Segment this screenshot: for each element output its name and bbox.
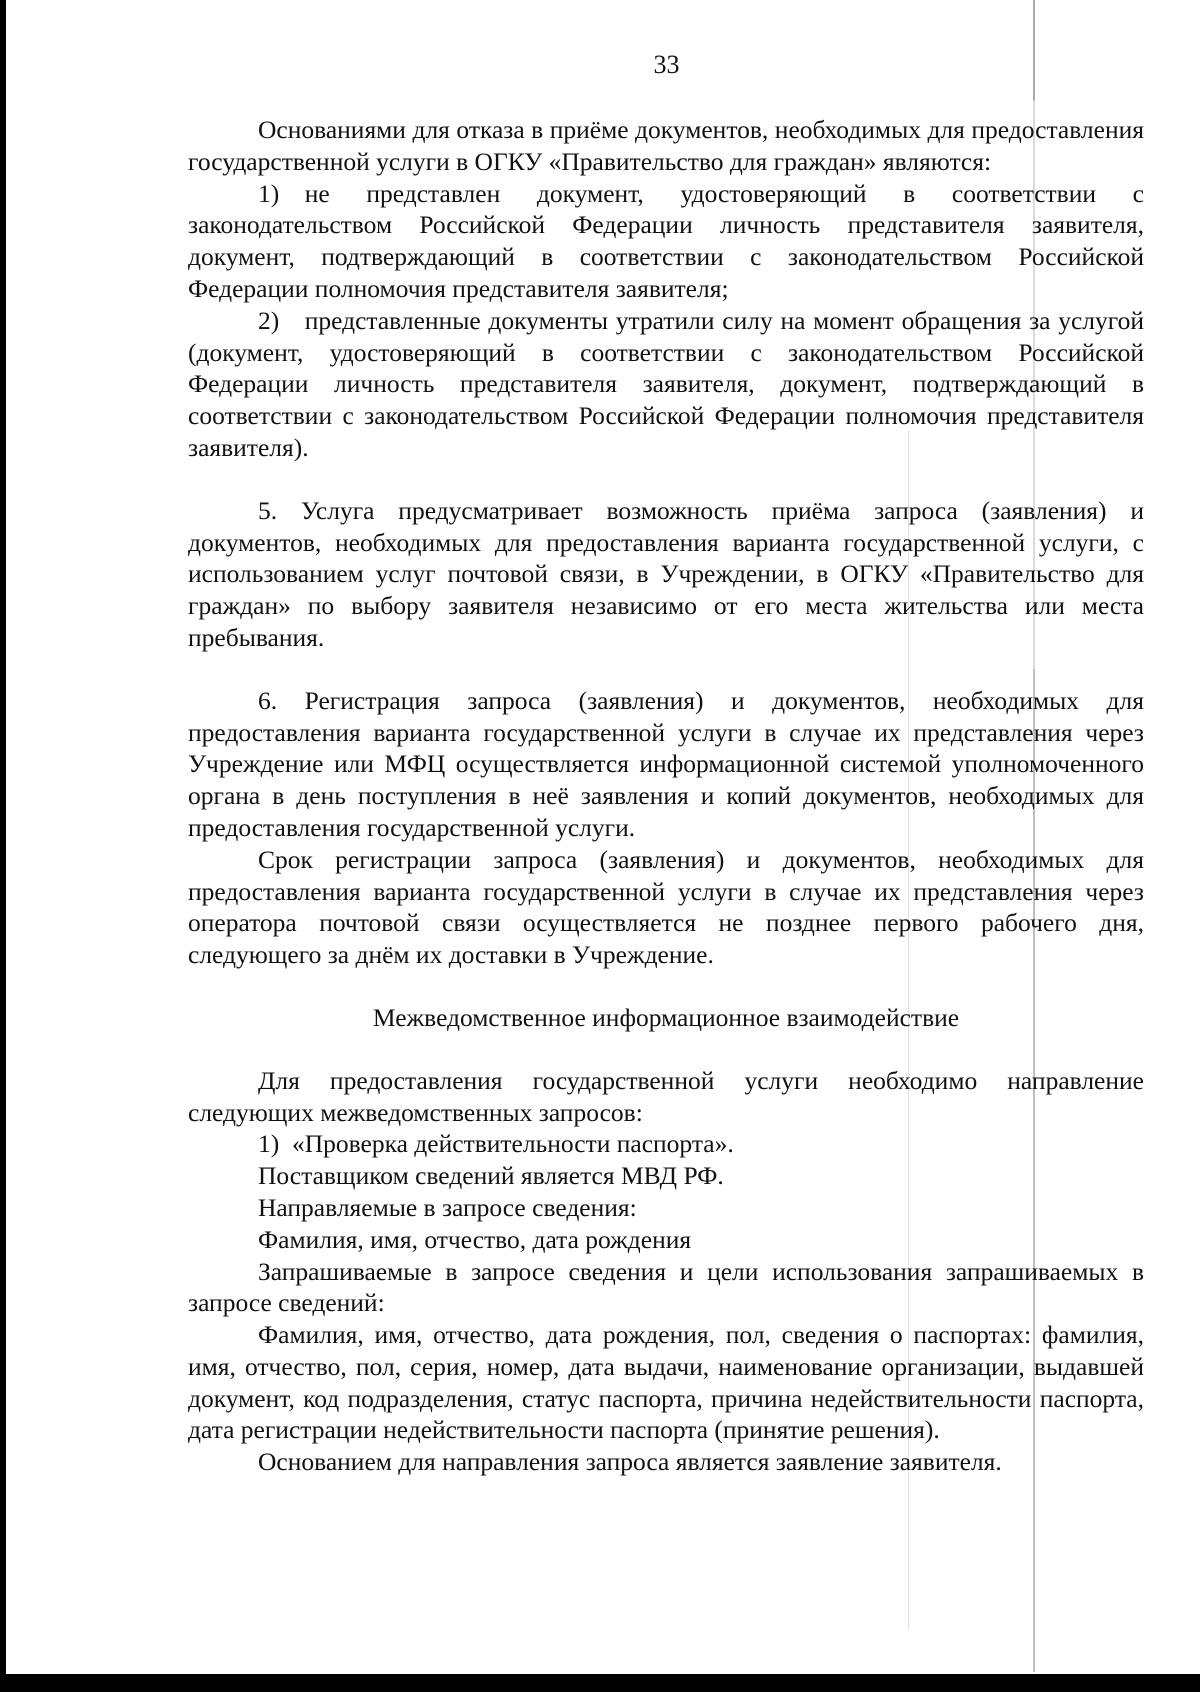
sent-data-value: Фамилия, имя, отчество, дата рождения: [258, 1224, 692, 1254]
spacer: [188, 971, 1144, 1002]
sent-data-label: Направляемые в запросе сведения:: [258, 1192, 637, 1222]
refusal-item-1: 1) не представлен документ, удостоверяющий в соответствии с законодательством Российской Федерации личность представителя заявителя, документ, подтверждающий в соответствии с законодательством Российской Федерации полномочия представителя заявителя;: [188, 178, 1144, 303]
point-6-registration: 6. Регистрация запроса (заявления) и документов, необходимых для предоставления варианта государственной услуги в случае их представления через Учреждение или МФЦ осуществляется информационной системой уполномоченного органа в день поступления в неё заявления и копий документов, необходимых для предоставления государственной услуги.: [188, 685, 1144, 842]
point-5: 5. Услуга предусматривает возможность приёма запроса (заявления) и документов, необходимых для предоставления варианта государственной услуги, с использованием услуг почтовой связи, в Учреждении, в ОГКУ «Правительство для граждан» по выбору заявителя независимо от его места жительства или места пребывания.: [188, 495, 1144, 652]
section-heading-interagency: Межведомственное информационное взаимодействие: [372, 1002, 960, 1032]
document-body: [188, 114, 1144, 1478]
spacer: [188, 654, 1144, 685]
refusal-intro: Основаниями для отказа в приёме документов, необходимых для предоставления государственной услуги в ОГКУ «Правительство для граждан» являются:: [188, 115, 1144, 176]
requested-data-value: Фамилия, имя, отчество, дата рождения, пол, сведения о паспортах: фамилия, имя, отчество, пол, серия, номер, дата выдачи, наименование организации, выдавшей документ, код подразделения, статус паспорта, причина недействительности паспорта, дата регистрации недействительности паспорта (принятие решения).: [188, 1320, 1144, 1445]
scan-left-border: [0, 0, 6, 1692]
scan-bottom-border: [0, 1674, 1200, 1692]
point-6-deadline: Срок регистрации запроса (заявления) и документов, необходимых для предоставления варианта государственной услуги в случае их представления через оператора почтовой связи осуществляется не позднее первого рабочего дня, следующего за днём их доставки в Учреждение.: [188, 844, 1144, 970]
page-number: 33: [653, 50, 680, 79]
interagency-intro: Для предоставления государственной услуги необходимо направление следующих межведомственных запросов:: [188, 1065, 1144, 1127]
requested-data-label: Запрашиваемые в запросе сведения и цели использования запрашиваемых в запросе сведений:: [188, 1256, 1144, 1318]
request-1-title: 1) «Проверка действительности паспорта».: [258, 1129, 734, 1159]
supplier-line: Поставщиком сведений является МВД РФ.: [258, 1161, 724, 1191]
spacer: [188, 464, 1144, 495]
refusal-item-2: 2) представленные документы утратили силу на момент обращения за услугой (документ, удостоверяющий в соответствии с законодательством Российской Федерации личность представителя заявителя, документ, подтверждающий в соответствии с законодательством Российской Федерации полномочия представителя заявителя).: [188, 305, 1144, 462]
spacer: [188, 1034, 1144, 1065]
request-basis: Основанием для направления запроса является заявление заявителя.: [258, 1447, 1002, 1477]
